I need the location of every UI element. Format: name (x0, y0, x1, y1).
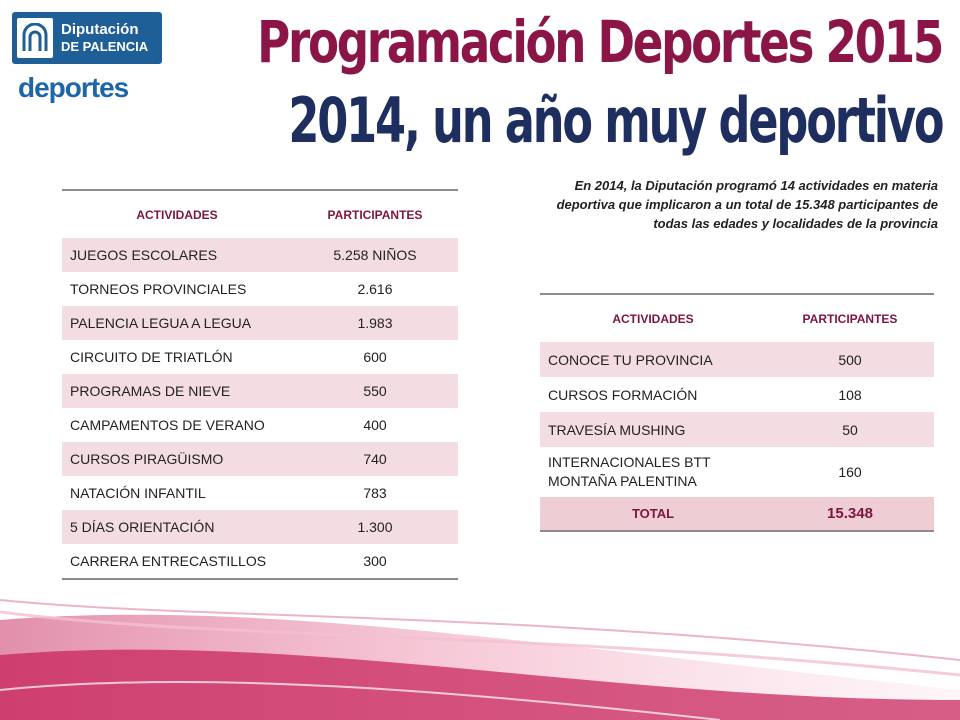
participants-cell: 400 (292, 408, 458, 442)
table-row (62, 238, 458, 272)
activity-cell: TRAVESÍA MUSHING (540, 412, 766, 447)
total-value: 15.348 (766, 497, 934, 531)
table-row (62, 340, 458, 374)
activity-cell: NATACIÓN INFANTIL (62, 476, 292, 510)
participants-cell: 550 (292, 374, 458, 408)
participants-cell: 50 (766, 412, 934, 447)
participants-cell: 783 (292, 476, 458, 510)
column-header-participants: PARTICIPANTES (802, 311, 898, 326)
participants-cell: 300 (292, 544, 458, 579)
diputacion-logo (12, 12, 162, 64)
total-label: TOTAL (540, 497, 766, 531)
table-row (62, 544, 458, 579)
column-header-participants: PARTICIPANTES (327, 207, 423, 222)
participants-cell: 600 (292, 340, 458, 374)
participants-cell: 5.258 NIÑOS (292, 238, 458, 272)
activity-cell: PROGRAMAS DE NIEVE (62, 374, 292, 408)
table-row (540, 342, 934, 377)
deportes-brand: deportes (18, 72, 129, 103)
table-row (62, 272, 458, 306)
page-subtitle: 2014, un año muy deportivo (287, 84, 942, 157)
activity-cell: CURSOS PIRAGÜISMO (62, 442, 292, 476)
participants-cell: 108 (766, 377, 934, 412)
arch-emblem-icon (17, 18, 53, 58)
table-row (62, 408, 458, 442)
summary-text: En 2014, la Diputación programó 14 actividades en materia deportiva que implicaron a un total de 15.348 participantes de todas las edades y localidades de la provincia (556, 178, 938, 231)
table-row (540, 447, 934, 497)
activity-cell: CONOCE TU PROVINCIA (540, 342, 766, 377)
activity-cell: CIRCUITO DE TRIATLÓN (62, 340, 292, 374)
participants-cell: 740 (292, 442, 458, 476)
table-row (62, 476, 458, 510)
participants-cell: 2.616 (292, 272, 458, 306)
total-row (540, 497, 934, 531)
logo-line-1: Diputación (61, 21, 139, 38)
activity-cell: CAMPAMENTOS DE VERANO (62, 408, 292, 442)
column-header-activities: ACTIVIDADES (612, 311, 694, 326)
table-row (62, 374, 458, 408)
activity-cell: CARRERA ENTRECASTILLOS (62, 544, 292, 579)
participants-cell: 500 (766, 342, 934, 377)
activity-cell: CURSOS FORMACIÓN (540, 377, 766, 412)
column-header-activities: ACTIVIDADES (136, 207, 218, 222)
activity-cell: TORNEOS PROVINCIALES (62, 272, 292, 306)
table-row (540, 377, 934, 412)
activities-table-left (62, 189, 458, 580)
activities-table-right (540, 293, 934, 532)
table-row (62, 306, 458, 340)
activity-cell: INTERNACIONALES BTT MONTAÑA PALENTINA (540, 447, 766, 497)
table-row (62, 510, 458, 544)
page-title: Programación Deportes 2015 (257, 8, 942, 76)
participants-cell: 1.983 (292, 306, 458, 340)
activity-cell: PALENCIA LEGUA A LEGUA (62, 306, 292, 340)
activity-cell: 5 DÍAS ORIENTACIÓN (62, 510, 292, 544)
participants-cell: 160 (766, 447, 934, 497)
table-row (540, 412, 934, 447)
logo-line-2: DE PALENCIA (61, 39, 149, 54)
table-row (62, 442, 458, 476)
participants-cell: 1.300 (292, 510, 458, 544)
activity-cell: JUEGOS ESCOLARES (62, 238, 292, 272)
